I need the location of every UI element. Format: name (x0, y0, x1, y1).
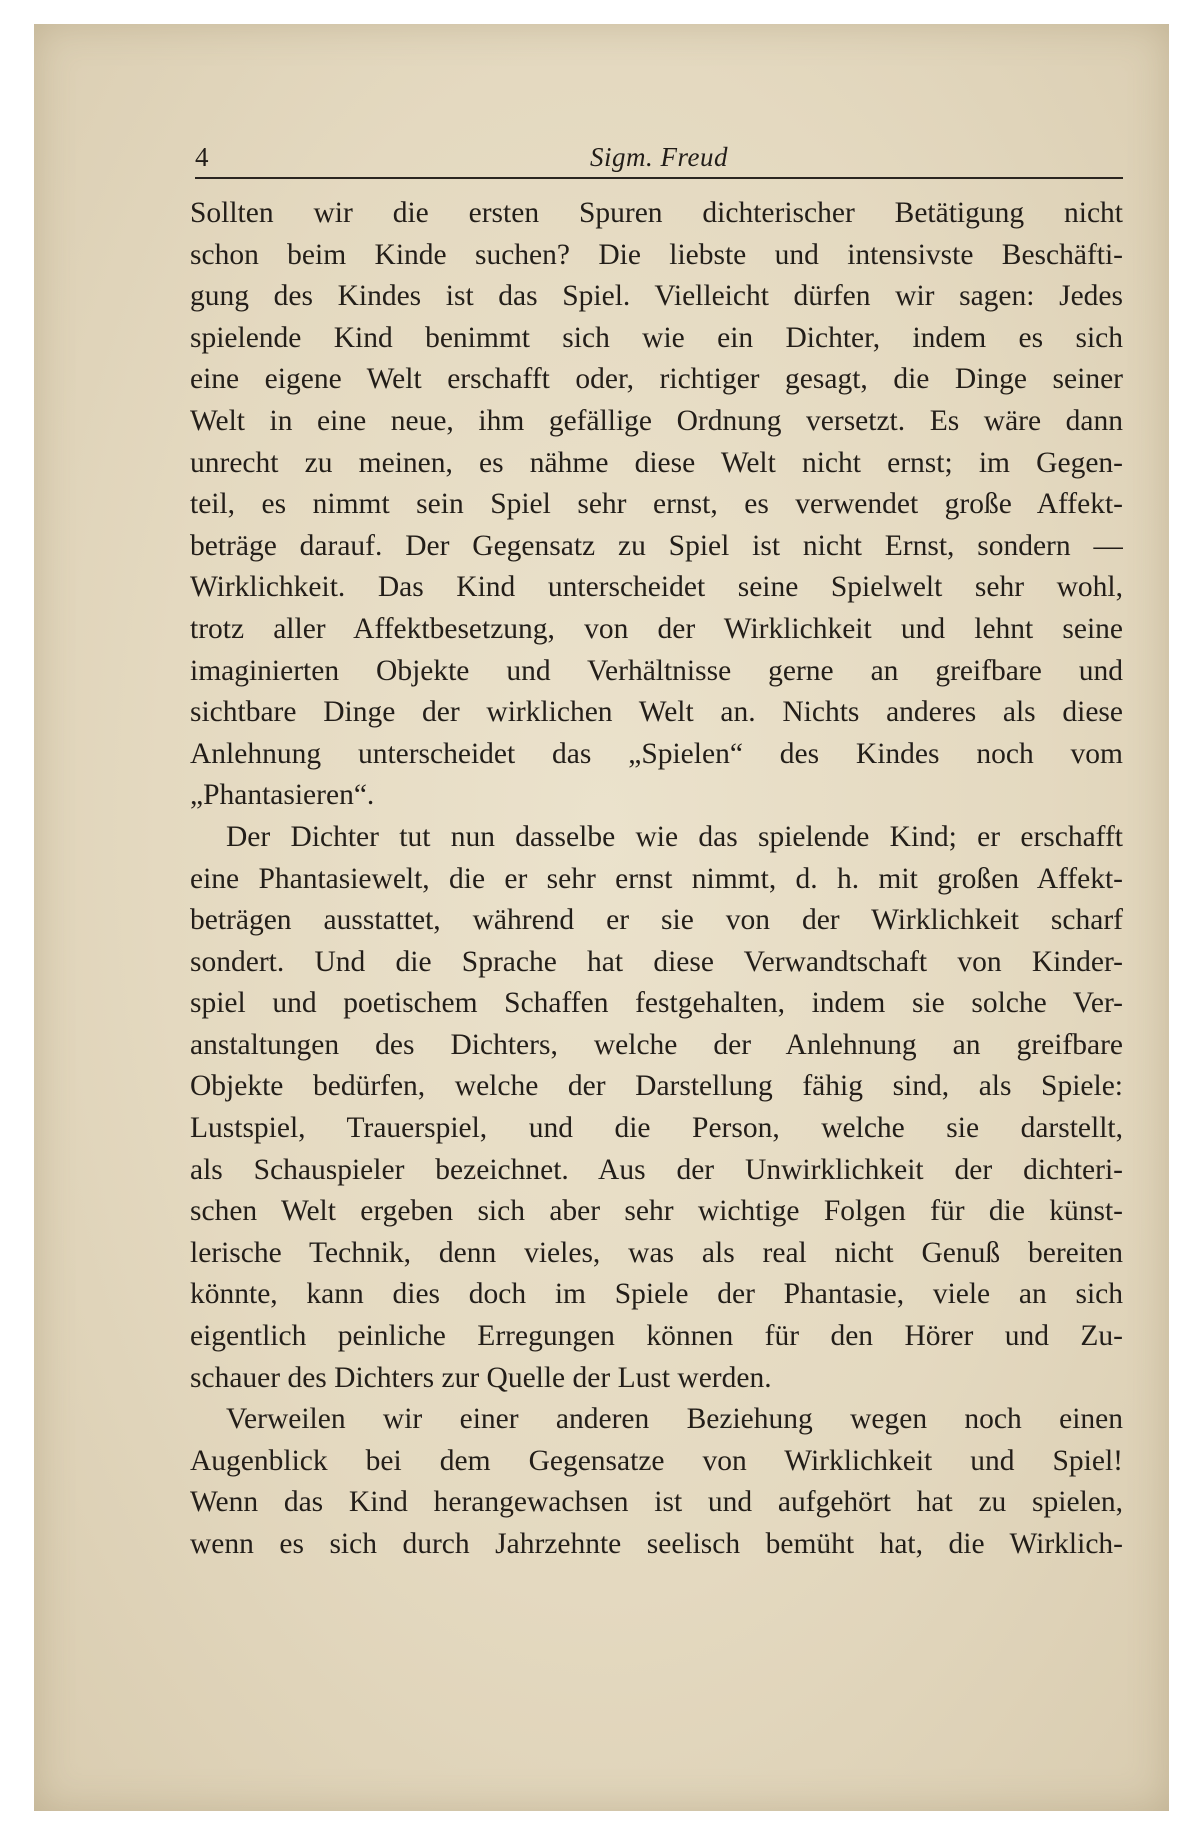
text-line: lerische Technik, denn vieles, was als real nicht Genuß bereiten (190, 1236, 1123, 1269)
text-line: schon beim Kinde suchen? Die liebste und intensivste Beschäfti- (190, 238, 1123, 271)
body-text (190, 193, 1123, 1566)
text-line: „Phantasieren“. (190, 779, 375, 812)
text-line: Wirklichkeit. Das Kind unterscheidet seine Spielwelt sehr wohl, (190, 571, 1123, 604)
text-line: schauer des Dichters zur Quelle der Lust werden. (190, 1361, 772, 1394)
text-line: eine eigene Welt erschafft oder, richtiger gesagt, die Dinge seiner (190, 363, 1123, 396)
text-line: Objekte bedürfen, welche der Darstellung fähig sind, als Spiele: (190, 1070, 1123, 1103)
page-number: 4 (195, 142, 209, 172)
text-line: eine Phantasiewelt, die er sehr ernst nimmt, d. h. mit großen Affekt- (190, 862, 1123, 895)
text-line: beträgen ausstattet, während er sie von der Wirklichkeit scharf (190, 904, 1123, 937)
text-line: gung des Kindes ist das Spiel. Vielleicht dürfen wir sagen: Jedes (190, 280, 1123, 313)
text-line: sichtbare Dinge der wirklichen Welt an. Nichts anderes als diese (190, 696, 1123, 729)
running-head: Sigm. Freud (590, 142, 728, 172)
text-line: Verweilen wir einer anderen Beziehung wegen noch einen (226, 1403, 1123, 1436)
text-line: beträge darauf. Der Gegensatz zu Spiel ist nicht Ernst, sondern — (190, 529, 1123, 562)
text-line: könnte, kann dies doch im Spiele der Phantasie, viele an sich (190, 1278, 1123, 1311)
page-header (195, 137, 1123, 179)
text-line: Augenblick bei dem Gegensatze von Wirklichkeit und Spiel! (190, 1444, 1123, 1477)
text-line: teil, es nimmt sein Spiel sehr ernst, es verwendet große Affekt- (190, 488, 1123, 521)
text-line: spiel und poetischem Schaffen festgehalten, indem sie solche Ver- (190, 987, 1123, 1020)
text-line: wenn es sich durch Jahrzehnte seelisch bemüht hat, die Wirklich- (190, 1528, 1123, 1560)
text-line: Sollten wir die ersten Spuren dichterischer Betätigung nicht (190, 197, 1123, 229)
text-line: imaginierten Objekte und Verhältnisse gerne an greifbare und (190, 654, 1123, 687)
text-line: Anlehnung unterscheidet das „Spielen“ des Kindes noch vom (190, 737, 1123, 770)
text-line: Lustspiel, Trauerspiel, und die Person, welche sie darstellt, (190, 1112, 1123, 1145)
text-line: sondert. Und die Sprache hat diese Verwandtschaft von Kinder- (190, 945, 1123, 978)
text-line: trotz aller Affektbesetzung, von der Wirklichkeit und lehnt seine (190, 612, 1123, 645)
text-line: Welt in eine neue, ihm gefällige Ordnung versetzt. Es wäre dann (190, 404, 1123, 437)
text-line: eigentlich peinliche Erregungen können für den Hörer und Zu- (190, 1320, 1123, 1353)
text-line: als Schauspieler bezeichnet. Aus der Unwirklichkeit der dichteri- (190, 1153, 1123, 1186)
text-line: schen Welt ergeben sich aber sehr wichtige Folgen für die künst- (190, 1195, 1123, 1228)
text-line: Wenn das Kind herangewachsen ist und aufgehört hat zu spielen, (190, 1486, 1123, 1519)
text-line: spielende Kind benimmt sich wie ein Dichter, indem es sich (190, 321, 1123, 354)
text-line: anstaltungen des Dichters, welche der Anlehnung an greifbare (190, 1028, 1123, 1061)
text-line: unrecht zu meinen, es nähme diese Welt nicht ernst; im Gegen- (190, 446, 1123, 479)
text-line: Der Dichter tut nun dasselbe wie das spielende Kind; er erschafft (226, 820, 1123, 853)
